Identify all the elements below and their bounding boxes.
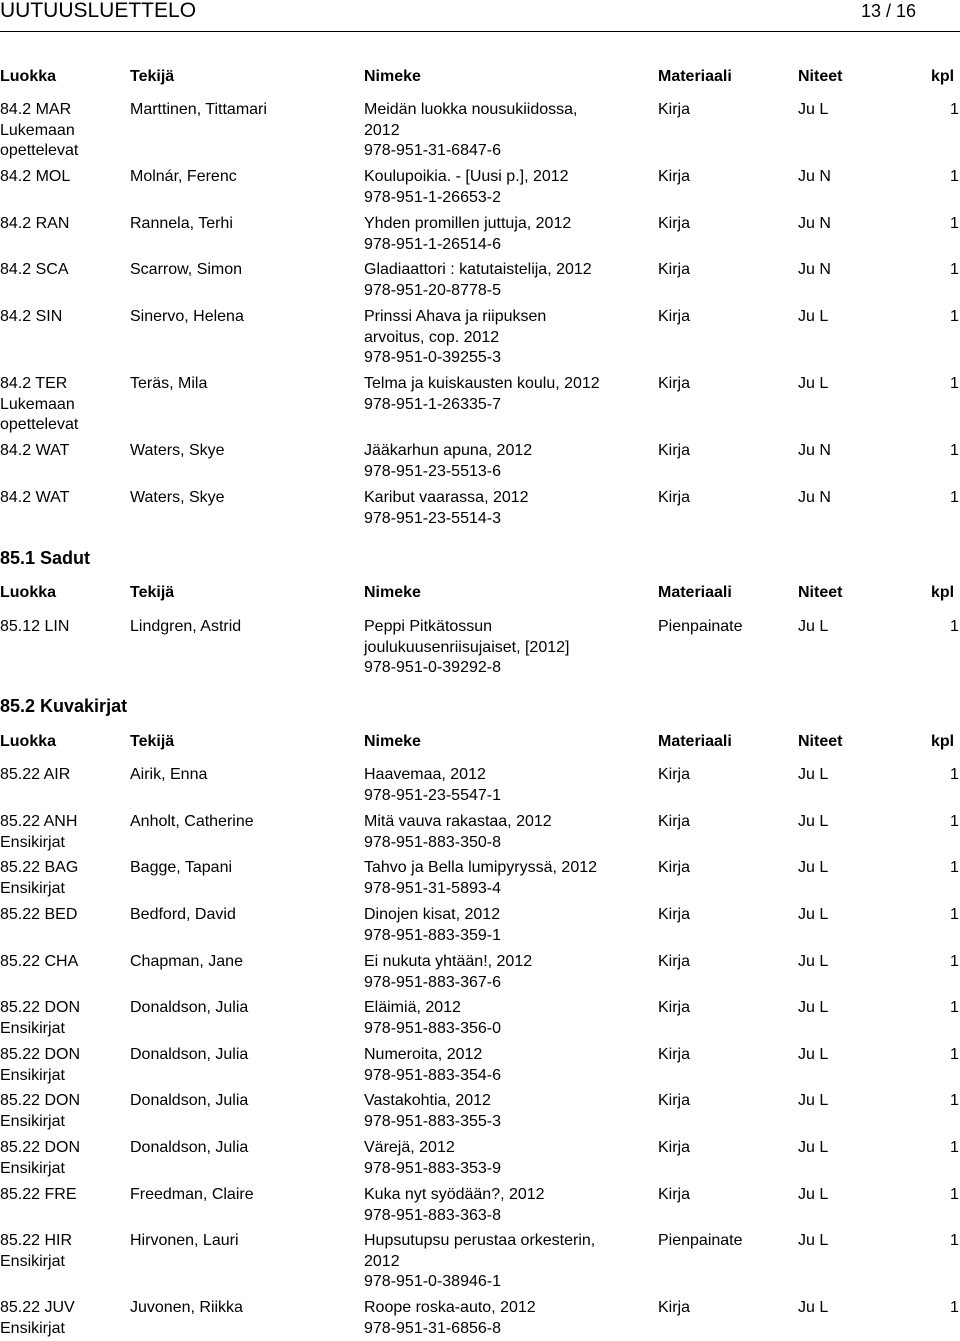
- material: Kirja: [658, 766, 691, 783]
- quantity: 1: [950, 215, 959, 232]
- title-isbn-line: Vastakohtia, 2012: [364, 1092, 491, 1109]
- author: Donaldson, Julia: [130, 1139, 249, 1156]
- title-isbn-line: Mitä vauva rakastaa, 2012: [364, 813, 552, 830]
- column-header-title-isbn: Nimeke: [364, 68, 421, 85]
- material: Kirja: [658, 101, 691, 118]
- quantity: 1: [950, 1299, 959, 1316]
- class-code-line: Ensikirjat: [0, 1019, 65, 1037]
- title-isbn-line: Karibut vaarassa, 2012: [364, 489, 529, 506]
- class-code-line: 84.2 MOL: [0, 168, 71, 185]
- title-isbn-line: arvoitus, cop. 2012: [364, 328, 500, 346]
- author: Donaldson, Julia: [130, 999, 249, 1016]
- copies-location: Ju N: [798, 215, 831, 232]
- header-divider: [0, 31, 960, 32]
- column-header-material: Materiaali: [658, 584, 732, 601]
- material: Kirja: [658, 489, 691, 506]
- copies-location: Ju L: [798, 1299, 829, 1316]
- title-isbn-line: 978-951-0-39292-8: [364, 659, 501, 676]
- author: Teräs, Mila: [130, 375, 208, 392]
- column-header-row: [0, 583, 960, 604]
- author: Airik, Enna: [130, 766, 208, 783]
- copies-location: Ju L: [798, 906, 829, 923]
- column-header-row: [0, 67, 960, 88]
- copies-location: Ju N: [798, 261, 831, 278]
- material: Kirja: [658, 1299, 691, 1316]
- column-header-quantity: kpl: [931, 584, 955, 601]
- title-isbn-line: 978-951-23-5547-1: [364, 786, 501, 804]
- title-isbn-line: 978-951-20-8778-5: [364, 281, 501, 299]
- author: Scarrow, Simon: [130, 261, 243, 278]
- author: Donaldson, Julia: [130, 1092, 249, 1109]
- copies-location: Ju L: [798, 1046, 829, 1063]
- document-title: UUTUUSLUETTELO: [0, 0, 197, 22]
- material: Kirja: [658, 442, 691, 459]
- copies-location: Ju L: [798, 1232, 829, 1249]
- material: Kirja: [658, 308, 691, 325]
- title-isbn-line: Värejä, 2012: [364, 1139, 455, 1156]
- class-code-line: 85.12 LIN: [0, 618, 70, 635]
- title-isbn-line: 978-951-883-363-8: [364, 1206, 501, 1224]
- author: Freedman, Claire: [130, 1186, 254, 1203]
- class-code: [0, 858, 78, 899]
- column-header-class-code: Luokka: [0, 733, 57, 750]
- quantity: 1: [950, 261, 959, 278]
- title-isbn-line: Kuka nyt syödään?, 2012: [364, 1186, 545, 1203]
- material: Kirja: [658, 1092, 691, 1109]
- material: Kirja: [658, 859, 691, 876]
- quantity: 1: [950, 442, 959, 459]
- author: Donaldson, Julia: [130, 1046, 249, 1063]
- copies-location: Ju N: [798, 168, 831, 185]
- class-code: [0, 1298, 75, 1339]
- column-header-title-isbn: Nimeke: [364, 584, 421, 601]
- class-code: [0, 1045, 80, 1086]
- column-header-material: Materiaali: [658, 68, 732, 85]
- class-code: [0, 374, 78, 436]
- title-isbn-line: Koulupoikia. - [Uusi p.], 2012: [364, 168, 569, 185]
- title-isbn-line: 978-951-23-5514-3: [364, 509, 501, 527]
- copies-location: Ju L: [798, 1186, 829, 1203]
- title-isbn-line: 978-951-23-5513-6: [364, 462, 501, 480]
- title-isbn-line: 978-951-1-26335-7: [364, 395, 501, 413]
- title-isbn: [364, 1138, 501, 1179]
- class-code-line: 85.22 DON: [0, 999, 81, 1016]
- copies-location: Ju N: [798, 489, 831, 506]
- author: Bagge, Tapani: [130, 859, 233, 876]
- title-isbn-line: Hupsutupsu perustaa orkesterin,: [364, 1232, 596, 1249]
- title-isbn-line: 978-951-883-367-6: [364, 973, 501, 991]
- class-code-line: Ensikirjat: [0, 1112, 65, 1130]
- copies-location: Ju L: [798, 1139, 829, 1156]
- class-code-line: Lukemaan: [0, 395, 75, 413]
- copies-location: Ju L: [798, 101, 829, 118]
- column-header-class-code: Luokka: [0, 68, 57, 85]
- quantity: 1: [950, 1232, 959, 1249]
- title-isbn-line: Meidän luokka nousukiidossa,: [364, 101, 578, 118]
- title-isbn-line: Tahvo ja Bella lumipyryssä, 2012: [364, 859, 598, 876]
- quantity: 1: [950, 489, 959, 506]
- title-isbn-line: Yhden promillen juttuja, 2012: [364, 215, 572, 232]
- class-code: [0, 617, 69, 638]
- class-code-line: 85.22 DON: [0, 1092, 81, 1109]
- material: Kirja: [658, 813, 691, 830]
- quantity: 1: [950, 859, 959, 876]
- class-code-line: Ensikirjat: [0, 879, 65, 897]
- material: Kirja: [658, 261, 691, 278]
- quantity: 1: [950, 906, 959, 923]
- class-code-line: 85.22 BAG: [0, 859, 79, 876]
- class-code-line: Ensikirjat: [0, 1066, 65, 1084]
- class-code: [0, 952, 78, 973]
- column-header-author: Tekijä: [130, 733, 175, 750]
- class-code-line: Ensikirjat: [0, 1159, 65, 1177]
- quantity: 1: [950, 1046, 959, 1063]
- quantity: 1: [950, 813, 959, 830]
- title-isbn: [364, 1091, 501, 1132]
- copies-location: Ju L: [798, 375, 829, 392]
- material: Kirja: [658, 953, 691, 970]
- class-code: [0, 1231, 72, 1272]
- title-isbn: [364, 812, 552, 853]
- class-code-line: 85.22 CHA: [0, 953, 79, 970]
- class-code-line: 84.2 SIN: [0, 308, 63, 325]
- title-isbn-line: joulukuusenriisujaiset, [2012]: [364, 638, 570, 656]
- quantity: 1: [950, 999, 959, 1016]
- material: Pienpainate: [658, 618, 743, 635]
- copies-location: Ju L: [798, 1092, 829, 1109]
- class-code-line: Lukemaan: [0, 121, 75, 139]
- section-heading: 85.1 Sadut: [0, 548, 91, 568]
- author: Hirvonen, Lauri: [130, 1232, 239, 1249]
- title-isbn: [364, 905, 501, 946]
- class-code-line: 85.22 FRE: [0, 1186, 77, 1203]
- title-isbn-line: 978-951-1-26653-2: [364, 188, 501, 206]
- class-code-line: 84.2 WAT: [0, 489, 70, 506]
- class-code-line: 85.22 ANH: [0, 813, 78, 830]
- copies-location: Ju N: [798, 442, 831, 459]
- material: Kirja: [658, 906, 691, 923]
- quantity: 1: [950, 308, 959, 325]
- title-isbn: [364, 1298, 536, 1339]
- copies-location: Ju L: [798, 999, 829, 1016]
- column-header-material: Materiaali: [658, 733, 732, 750]
- quantity: 1: [950, 766, 959, 783]
- author: Rannela, Terhi: [130, 215, 233, 232]
- title-isbn: [364, 952, 532, 993]
- class-code-line: 84.2 RAN: [0, 215, 70, 232]
- class-code: [0, 214, 69, 235]
- column-header-copies-location: Niteet: [798, 68, 843, 85]
- class-code-line: 84.2 TER: [0, 375, 68, 392]
- class-code: [0, 1138, 80, 1179]
- page-number: 13 / 16: [860, 1, 916, 21]
- class-code: [0, 905, 77, 926]
- title-isbn-line: 978-951-31-6856-8: [364, 1319, 501, 1337]
- class-code-line: 84.2 WAT: [0, 442, 70, 459]
- title-isbn-line: 978-951-883-355-3: [364, 1112, 501, 1130]
- section-heading: 85.2 Kuvakirjat: [0, 696, 128, 716]
- title-isbn-line: 978-951-883-356-0: [364, 1019, 501, 1037]
- class-code: [0, 260, 68, 281]
- class-code: [0, 100, 78, 162]
- column-header-title-isbn: Nimeke: [364, 733, 421, 750]
- author: Sinervo, Helena: [130, 308, 244, 325]
- title-isbn: [364, 488, 529, 529]
- quantity: 1: [950, 168, 959, 185]
- class-code: [0, 1185, 76, 1206]
- author: Anholt, Catherine: [130, 813, 254, 830]
- material: Kirja: [658, 1186, 691, 1203]
- class-code-line: 85.22 HIR: [0, 1232, 73, 1249]
- class-code-line: 84.2 MAR: [0, 101, 72, 118]
- title-isbn: [364, 998, 501, 1039]
- material: Kirja: [658, 999, 691, 1016]
- copies-location: Ju L: [798, 308, 829, 325]
- material: Kirja: [658, 375, 691, 392]
- title-isbn-line: Haavemaa, 2012: [364, 766, 486, 783]
- class-code: [0, 488, 69, 509]
- title-isbn-line: 2012: [364, 121, 400, 139]
- title-isbn-line: 978-951-31-5893-4: [364, 879, 501, 897]
- title-isbn-line: 978-951-0-38946-1: [364, 1273, 501, 1290]
- class-code: [0, 167, 70, 188]
- class-code: [0, 998, 80, 1039]
- column-header-row: [0, 732, 960, 753]
- title-isbn-line: Gladiaattori : katutaistelija, 2012: [364, 261, 592, 278]
- column-header-copies-location: Niteet: [798, 584, 843, 601]
- title-isbn: [364, 1231, 595, 1293]
- class-code-line: opettelevat: [0, 142, 79, 159]
- column-header-author: Tekijä: [130, 584, 175, 601]
- title-isbn-line: Eläimiä, 2012: [364, 999, 461, 1016]
- author: Molnár, Ferenc: [130, 168, 237, 185]
- title-isbn-line: 978-951-0-39255-3: [364, 349, 501, 366]
- class-code-line: 85.22 BED: [0, 906, 78, 923]
- copies-location: Ju L: [798, 766, 829, 783]
- title-isbn-line: 978-951-883-353-9: [364, 1159, 501, 1177]
- title-isbn-line: 978-951-1-26514-6: [364, 235, 501, 253]
- quantity: 1: [950, 953, 959, 970]
- author: Bedford, David: [130, 906, 236, 923]
- quantity: 1: [950, 101, 959, 118]
- copies-location: Ju L: [798, 859, 829, 876]
- title-isbn-line: 978-951-31-6847-6: [364, 142, 501, 159]
- author: Waters, Skye: [130, 442, 225, 459]
- column-header-class-code: Luokka: [0, 584, 57, 601]
- class-code-line: 85.22 AIR: [0, 766, 71, 783]
- title-isbn: [364, 214, 571, 255]
- title-isbn-line: Prinssi Ahava ja riipuksen: [364, 308, 547, 325]
- title-isbn: [364, 765, 501, 806]
- column-header-quantity: kpl: [931, 68, 955, 85]
- author: Waters, Skye: [130, 489, 225, 506]
- class-code-line: 85.22 DON: [0, 1046, 81, 1063]
- title-isbn-line: Roope roska-auto, 2012: [364, 1299, 536, 1316]
- class-code-line: Ensikirjat: [0, 833, 65, 851]
- material: Kirja: [658, 168, 691, 185]
- title-isbn: [364, 858, 597, 899]
- title-isbn: [364, 100, 577, 162]
- material: Kirja: [658, 1046, 691, 1063]
- material: Kirja: [658, 215, 691, 232]
- quantity: 1: [950, 1092, 959, 1109]
- title-isbn: [364, 441, 532, 482]
- title-isbn: [364, 260, 592, 301]
- column-header-quantity: kpl: [931, 733, 955, 750]
- title-isbn: [364, 1185, 545, 1226]
- title-isbn: [364, 1045, 501, 1086]
- class-code-line: opettelevat: [0, 416, 79, 433]
- author: Juvonen, Riikka: [130, 1299, 243, 1316]
- title-isbn-line: Telma ja kuiskausten koulu, 2012: [364, 375, 600, 392]
- copies-location: Ju L: [798, 813, 829, 830]
- class-code: [0, 307, 62, 328]
- material: Pienpainate: [658, 1232, 743, 1249]
- copies-location: Ju L: [798, 953, 829, 970]
- author: Lindgren, Astrid: [130, 618, 242, 635]
- class-code-line: Ensikirjat: [0, 1319, 65, 1337]
- title-isbn-line: Dinojen kisat, 2012: [364, 906, 501, 923]
- title-isbn-line: 978-951-883-354-6: [364, 1066, 501, 1084]
- author: Marttinen, Tittamari: [130, 101, 267, 118]
- title-isbn-line: 978-951-883-359-1: [364, 926, 501, 944]
- title-isbn: [364, 307, 546, 369]
- title-isbn-line: 978-951-883-350-8: [364, 833, 501, 851]
- class-code: [0, 441, 69, 462]
- title-isbn: [364, 167, 569, 208]
- title-isbn-line: Numeroita, 2012: [364, 1046, 483, 1063]
- title-isbn-line: Ei nukuta yhtään!, 2012: [364, 953, 533, 970]
- quantity: 1: [950, 618, 959, 635]
- class-code-line: 84.2 SCA: [0, 261, 69, 278]
- class-code-line: 85.22 DON: [0, 1139, 81, 1156]
- quantity: 1: [950, 375, 959, 392]
- quantity: 1: [950, 1186, 959, 1203]
- class-code: [0, 765, 70, 786]
- quantity: 1: [950, 1139, 959, 1156]
- author: Chapman, Jane: [130, 953, 243, 970]
- column-header-author: Tekijä: [130, 68, 175, 85]
- class-code-line: Ensikirjat: [0, 1252, 65, 1270]
- column-header-copies-location: Niteet: [798, 733, 843, 750]
- class-code: [0, 1091, 80, 1132]
- material: Kirja: [658, 1139, 691, 1156]
- title-isbn-line: Jääkarhun apuna, 2012: [364, 442, 533, 459]
- title-isbn-line: 2012: [364, 1252, 400, 1270]
- class-code: [0, 812, 77, 853]
- title-isbn: [364, 617, 569, 679]
- title-isbn-line: Peppi Pitkätossun: [364, 618, 493, 635]
- copies-location: Ju L: [798, 618, 829, 635]
- class-code-line: 85.22 JUV: [0, 1299, 75, 1316]
- title-isbn: [364, 374, 600, 415]
